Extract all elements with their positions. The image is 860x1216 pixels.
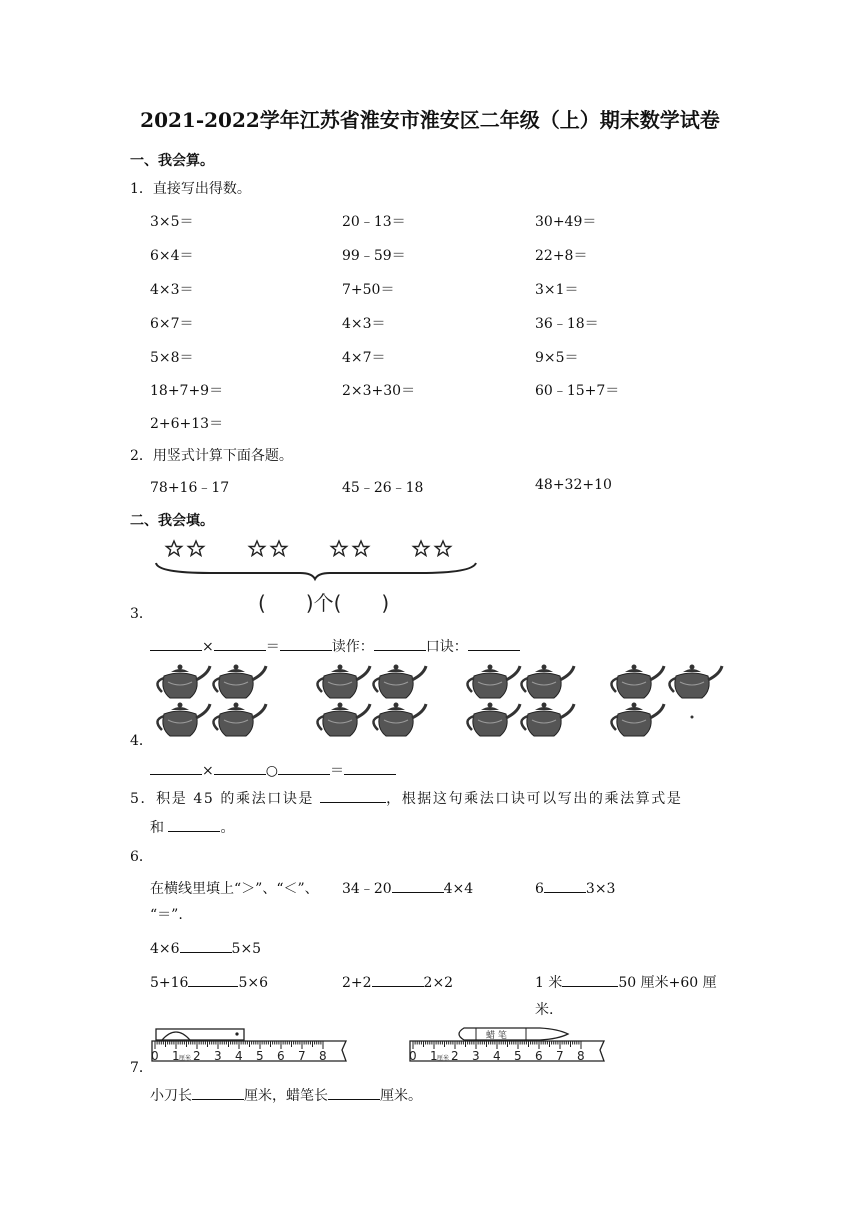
section-2-heading: 二、我会填。 xyxy=(130,513,214,529)
knife xyxy=(156,1029,244,1040)
answer-blank[interactable] xyxy=(562,972,618,987)
q1-item: 36﹣18＝ xyxy=(535,316,599,332)
ruler-label: 6 xyxy=(535,1049,543,1063)
q1-item: 2×3+30＝ xyxy=(342,383,416,399)
circle-operator: ○ xyxy=(265,763,278,779)
q6-compare-item: 5+16 5×6 xyxy=(150,972,268,991)
q5-text: 5．积是 45 的乘法口诀是 xyxy=(130,791,315,807)
q1-item: 20﹣13＝ xyxy=(342,214,406,230)
teapot-group-2 xyxy=(317,665,426,737)
q1-item: 22+8＝ xyxy=(535,248,588,264)
q6-compare-item-cont: 米. xyxy=(535,1002,554,1018)
ruler-label: 4 xyxy=(493,1049,501,1063)
answer-blank[interactable] xyxy=(214,760,266,775)
q4-number: 4． xyxy=(130,733,153,749)
q3-fill-line xyxy=(150,636,520,656)
q5-line-2 xyxy=(150,817,234,837)
times-sign: × xyxy=(202,639,214,655)
q5-line-1 xyxy=(130,788,683,808)
q6-number: 6． xyxy=(130,849,153,865)
teapot-group-3 xyxy=(467,665,574,737)
teapots-figure xyxy=(150,660,730,748)
teapot-group-4 xyxy=(611,665,722,737)
ruler-label: 8 xyxy=(577,1049,585,1063)
ruler-label: 5 xyxy=(256,1049,264,1063)
q7-text: 厘米。 xyxy=(380,1088,422,1104)
teapot-group-1 xyxy=(157,665,266,737)
crayon-label: 蜡 笔 xyxy=(486,1031,507,1041)
crayon xyxy=(459,1028,568,1041)
ruler-label: 4 xyxy=(235,1049,243,1063)
q1-item: 7+50＝ xyxy=(342,282,395,298)
ruler-label: 3 xyxy=(472,1049,480,1063)
rulers-figure xyxy=(150,1026,610,1074)
q1-item: 6×7＝ xyxy=(150,316,194,332)
answer-blank[interactable] xyxy=(180,938,232,953)
ruler-label: 7 xyxy=(298,1049,306,1063)
ruler-label: 6 xyxy=(277,1049,285,1063)
star-group xyxy=(331,541,368,556)
section-1-heading: 一、我会算。 xyxy=(130,153,214,169)
brace xyxy=(156,563,476,579)
q7-fill-line xyxy=(150,1085,422,1105)
answer-blank[interactable] xyxy=(392,878,444,893)
q1-item: 5×8＝ xyxy=(150,350,194,366)
ruler-label: 0 xyxy=(409,1049,417,1063)
q7-text: 厘米，蜡笔长 xyxy=(244,1088,328,1104)
q7-number: 7． xyxy=(130,1060,153,1076)
q6-compare-item: 4×6 5×5 xyxy=(150,938,261,957)
q2-label: 2．用竖式计算下面各题。 xyxy=(130,448,293,464)
q4-fill-line xyxy=(150,760,396,780)
answer-blank[interactable] xyxy=(278,760,330,775)
q6-instruction: 在横线里填上“＞”、“＜”、 xyxy=(150,881,319,897)
ruler-label: 1 xyxy=(430,1049,438,1063)
answer-blank[interactable] xyxy=(280,636,332,651)
q2-item: 78+16﹣17 xyxy=(150,480,230,496)
star-group xyxy=(166,541,203,556)
answer-blank[interactable] xyxy=(168,817,220,832)
q1-item: 4×7＝ xyxy=(342,350,386,366)
q1-label: 1．直接写出得数。 xyxy=(130,181,251,197)
q5-text: 。 xyxy=(220,820,235,836)
q6-compare-item: 2+2 2×2 xyxy=(342,972,453,991)
q1-item: 18+7+9＝ xyxy=(150,383,224,399)
ruler-label: 8 xyxy=(319,1049,327,1063)
q6-compare-item: 1 米 50 厘米+60 厘 xyxy=(535,972,717,992)
q3-number: 3． xyxy=(130,606,153,622)
answer-blank[interactable] xyxy=(150,760,202,775)
brace-caption: ( )个( ) xyxy=(258,591,390,615)
q5-text: 和 xyxy=(150,820,164,836)
q1-item: 4×3＝ xyxy=(342,316,386,332)
read-as-label: 读作： xyxy=(331,639,374,655)
ruler-label: 3 xyxy=(214,1049,222,1063)
star-group xyxy=(413,541,450,556)
q1-item: 3×5＝ xyxy=(150,214,194,230)
ruler-unit: 厘米 xyxy=(179,1055,192,1062)
rhyme-label: 口诀： xyxy=(425,639,468,655)
answer-blank[interactable] xyxy=(374,636,426,651)
answer-blank[interactable] xyxy=(150,636,202,651)
ruler-unit: 厘米 xyxy=(437,1055,450,1062)
answer-blank[interactable] xyxy=(344,760,396,775)
answer-blank[interactable] xyxy=(320,788,386,803)
q7-text: 小刀长 xyxy=(150,1088,192,1104)
q1-item: 4×3＝ xyxy=(150,282,194,298)
page-title: 2021-2022学年江苏省淮安市淮安区二年级（上）期末数学试卷 xyxy=(140,108,720,132)
q5-text: ，根据这句乘法口诀可以写出的乘法算式是 xyxy=(386,791,683,807)
answer-blank[interactable] xyxy=(544,878,586,893)
q1-item: 99﹣59＝ xyxy=(342,248,406,264)
q6-instruction-cont: “＝”. xyxy=(150,907,183,923)
answer-blank[interactable] xyxy=(214,636,266,651)
equals-sign: ＝ xyxy=(329,763,344,779)
ruler-2 xyxy=(409,1041,604,1063)
answer-blank[interactable] xyxy=(468,636,520,651)
q2-item: 48+32+10 xyxy=(535,477,612,493)
ruler-label: 1 xyxy=(172,1049,180,1063)
ruler-label: 2 xyxy=(193,1049,201,1063)
ruler-1 xyxy=(151,1041,346,1063)
ruler-label: 5 xyxy=(514,1049,522,1063)
times-sign: × xyxy=(202,763,214,779)
q1-item: 3×1＝ xyxy=(535,282,579,298)
equals-sign: ＝ xyxy=(265,639,280,655)
q1-item: 9×5＝ xyxy=(535,350,579,366)
q1-item: 6×4＝ xyxy=(150,248,194,264)
ruler-label: 7 xyxy=(556,1049,564,1063)
stars-brace-figure xyxy=(150,535,490,625)
q1-item: 30+49＝ xyxy=(535,214,597,230)
answer-blank[interactable] xyxy=(192,1085,244,1100)
answer-blank[interactable] xyxy=(372,972,424,987)
q6-compare-item: 6 3×3 xyxy=(535,878,615,897)
q2-item: 45﹣26﹣18 xyxy=(342,480,424,496)
ruler-label: 0 xyxy=(151,1049,159,1063)
q6-compare-item: 34﹣20 4×4 xyxy=(342,878,473,898)
star-group xyxy=(249,541,286,556)
q1-item: 2+6+13＝ xyxy=(150,416,224,432)
q1-item: 60﹣15+7＝ xyxy=(535,383,620,399)
answer-blank[interactable] xyxy=(188,972,238,987)
ruler-label: 2 xyxy=(451,1049,459,1063)
answer-blank[interactable] xyxy=(328,1085,380,1100)
